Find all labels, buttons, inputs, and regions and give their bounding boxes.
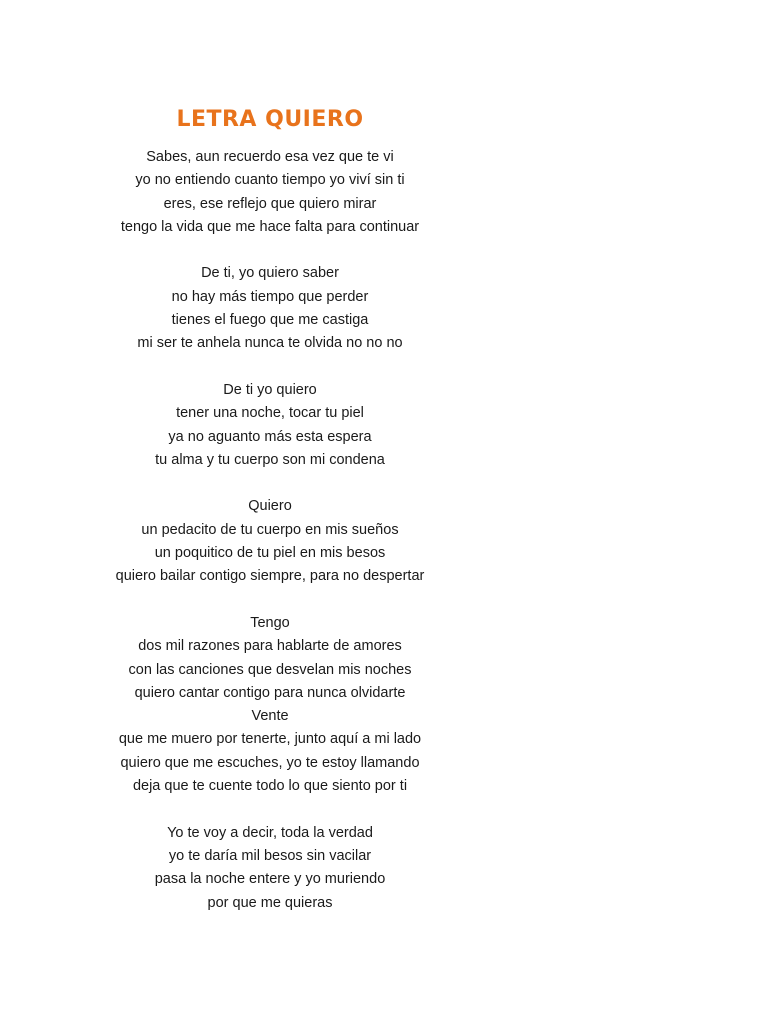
lyric-line: tengo la vida que me hace falta para continuar <box>120 218 420 235</box>
stanza-1 <box>0 146 540 239</box>
lyric-line: un pedacito de tu cuerpo en mis sueños <box>141 521 399 538</box>
stanza-spacer <box>0 798 540 821</box>
lyric-line: dos mil razones para hablarte de amores <box>138 638 402 655</box>
lyric-line: Yo te voy a decir, toda la verdad <box>167 824 373 841</box>
stanza-2 <box>0 262 540 355</box>
lyric-line: tu alma y tu cuerpo son mi condena <box>155 451 385 468</box>
lyric-line: De ti, yo quiero saber <box>201 265 339 282</box>
stanza-spacer <box>0 589 540 612</box>
lyric-line: un poquitico de tu piel en mis besos <box>154 545 386 562</box>
lyric-line: ya no aguanto más esta espera <box>168 428 372 445</box>
lyric-line: quiero bailar contigo siempre, para no despertar <box>115 568 425 585</box>
stanza-spacer <box>0 472 540 495</box>
lyric-line: Quiero <box>248 498 292 515</box>
lyric-line: deja que te cuente todo lo que siento por ti <box>132 778 408 795</box>
lyric-line: De ti yo quiero <box>223 381 317 398</box>
lyric-line: yo no entiendo cuanto tiempo yo viví sin ti <box>135 172 405 189</box>
song-title: LETRA QUIERO <box>176 107 364 132</box>
lyric-line: mi ser te anhela nunca te olvida no no no <box>137 335 403 352</box>
lyric-line: quiero cantar contigo para nunca olvidarte <box>134 684 406 701</box>
lyric-line: quiero que me escuches, yo te estoy llamando <box>120 754 420 771</box>
lyric-line: Vente <box>251 708 289 725</box>
lyrics-body <box>0 146 540 915</box>
lyric-line: tienes el fuego que me castiga <box>171 312 369 329</box>
lyric-line: Tengo <box>250 614 290 631</box>
stanza-5 <box>0 612 540 798</box>
stanza-spacer <box>0 239 540 262</box>
lyric-line: eres, ese reflejo que quiero mirar <box>163 195 377 212</box>
lyric-line: con las canciones que desvelan mis noches <box>128 661 412 678</box>
lyric-line: yo te daría mil besos sin vacilar <box>168 847 372 864</box>
lyric-line: tener una noche, tocar tu piel <box>176 405 364 422</box>
stanza-3 <box>0 379 540 472</box>
lyric-line: Sabes, aun recuerdo esa vez que te vi <box>146 149 394 165</box>
lyric-line: que me muero por tenerte, junto aquí a mi lado <box>118 731 422 748</box>
stanza-6 <box>0 822 540 915</box>
lyric-line: pasa la noche entere y yo muriendo <box>154 871 386 888</box>
lyric-line: por que me quieras <box>207 894 333 911</box>
stanza-spacer <box>0 356 540 379</box>
lyric-line: no hay más tiempo que perder <box>171 288 369 305</box>
stanza-4 <box>0 495 540 588</box>
